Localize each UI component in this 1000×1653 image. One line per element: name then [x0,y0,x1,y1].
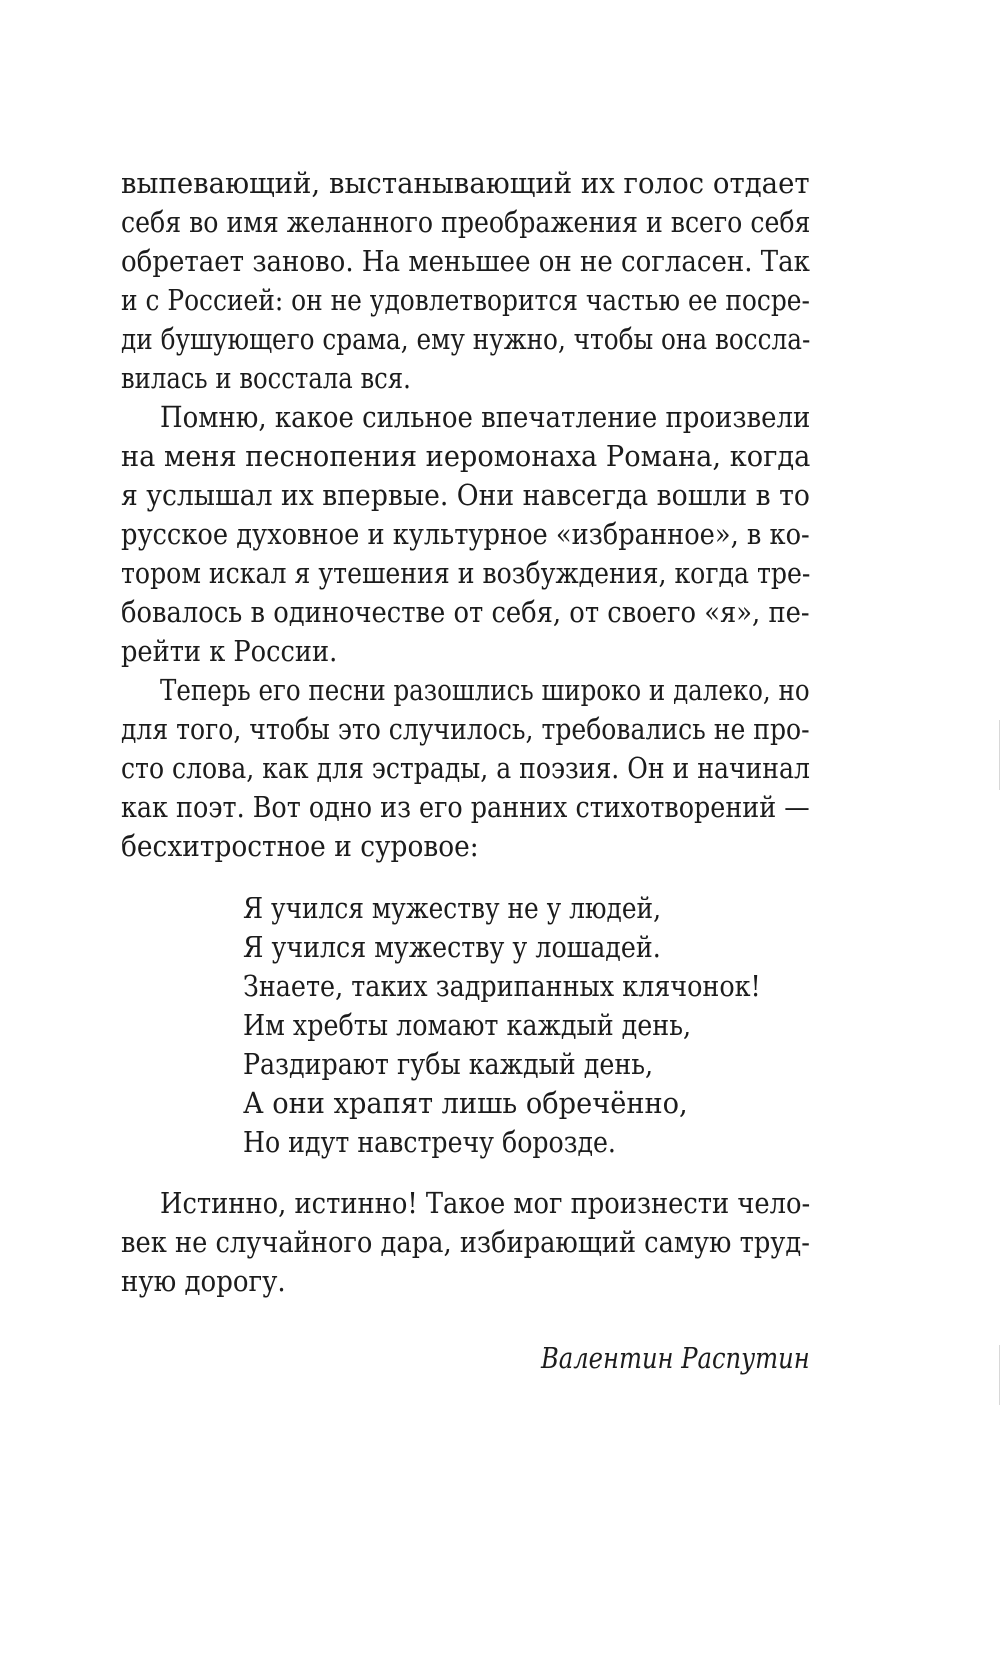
poem-line: Знаете, таких задрипанных клячонок! [243,969,761,1003]
text-line: русское духовное и культурное «избранное», в ко- [121,517,810,551]
poem-line: Я учился мужеству у лошадей. [243,930,661,964]
author-signature: Валентин Распутин [541,1341,810,1375]
text-line: сто слова, как для эстрады, а поэзия. Он и начинал [121,751,810,785]
text-line: бовалось в одиночестве от себя, от своего «я», пе- [121,595,810,629]
text-line: Истинно, истинно! Такое мог произнести чело- [160,1186,811,1220]
text-line: Теперь его песни разошлись широко и далеко, но [160,673,810,707]
text-line: себя во имя желанного преображения и всего себя [121,205,811,239]
text-line: Помню, какое сильное впечатление произвели [160,400,811,434]
text-line: век не случайного дара, избирающий самую труд- [121,1225,810,1259]
text-line: как поэт. Вот одно из его ранних стихотворений — [121,790,810,824]
text-line: и с Россией: он не удовлетворится частью ее посре- [121,283,810,317]
text-line: вилась и восстала вся. [121,361,411,395]
text-line: я услышал их впервые. Они навсегда вошли в то [121,478,810,512]
poem-line: Раздирают губы каждый день, [243,1047,654,1081]
text-line: бесхитростное и суровое: [121,829,479,863]
poem-line: Но идут навстречу борозде. [243,1125,616,1159]
text-line: тором искал я утешения и возбуждения, когда тре- [121,556,811,590]
poem-line: А они храпят лишь обречённо, [243,1086,688,1120]
text-line: рейти к России. [121,634,338,668]
poem-line: Я учился мужеству не у людей, [243,891,661,925]
text-line: ди бушующего срама, ему нужно, чтобы она восcла- [121,322,811,356]
text-line: ную дорогу. [121,1264,286,1298]
text-line: для того, чтобы это случилось, требовались не про- [121,712,810,746]
text-line: выпевающий, выстанывающий их голос отдает [121,166,810,200]
text-line: обретает заново. На меньшее он не согласен. Так [121,244,810,278]
poem-line: Им хребты ломают каждый день, [243,1008,692,1042]
text-line: на меня песнопения иеромонаха Романа, когда [121,439,811,473]
